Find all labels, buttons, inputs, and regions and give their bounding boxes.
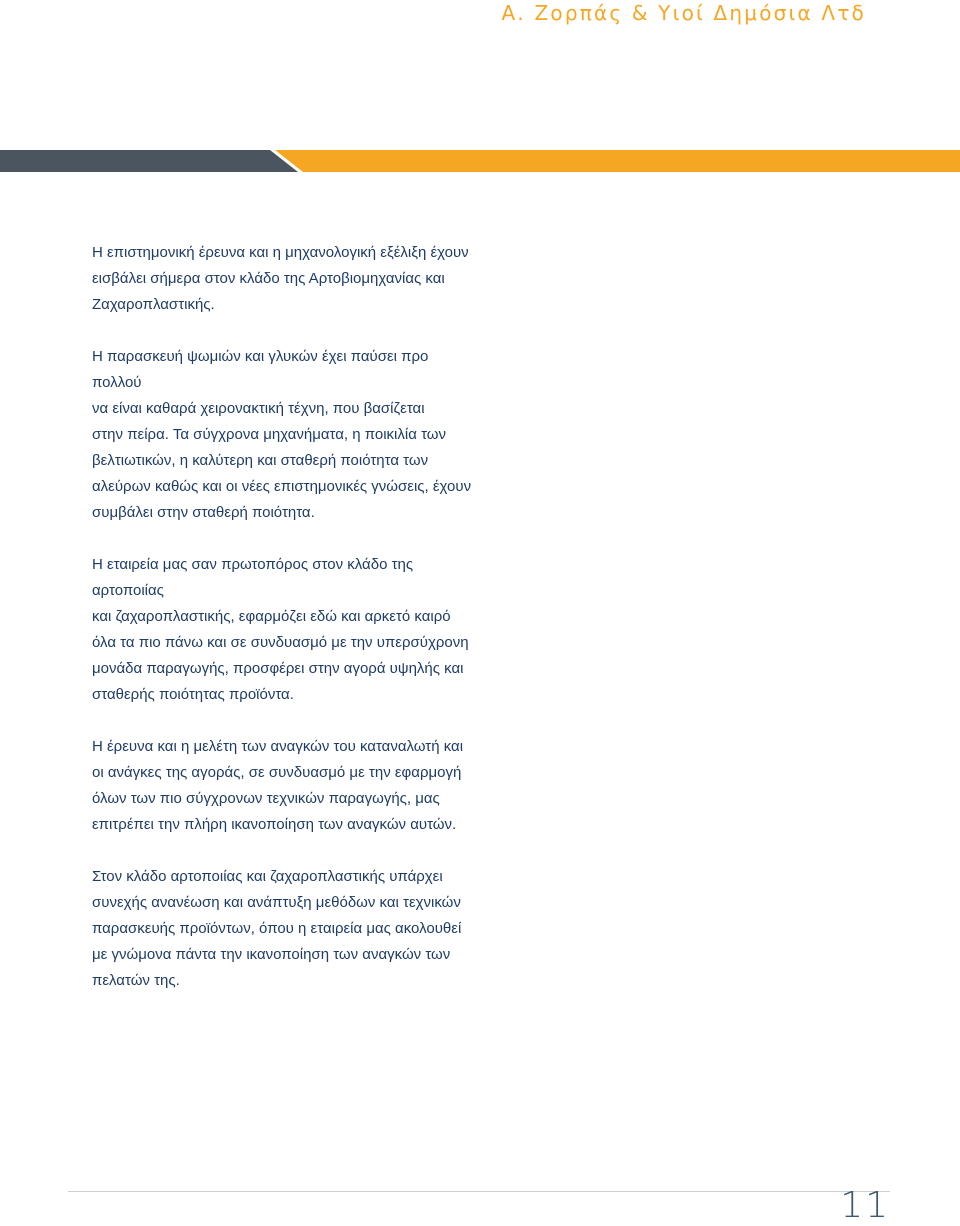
page-number: 11 [840,1185,890,1226]
banner-graphic [0,150,960,172]
banner-left-bar [0,150,298,172]
paragraph-5: Στον κλάδο αρτοποιίας και ζαχαροπλαστικής υπάρχει συνεχής ανανέωση και ανάπτυξη μεθόδων και τεχνικών παρασκευής προϊόντων, όπου η εταιρεία μας ακολουθεί με γνώμονα πάντα την ικανοποίηση των αναγκών των πελατών της. [92,868,462,989]
company-header: Α. Ζορπάς & Υιοί Δημόσια Λτδ [501,1,866,25]
paragraph-1: Η επιστημονική έρευνα και η μηχανολογική εξέλιξη έχουν εισβάλει σήμερα στον κλάδο της Αρτοβιομηχανίας και Ζαχαροπλαστικής. [92,244,469,313]
paragraph-3: Η εταιρεία μας σαν πρωτοπόρος στον κλάδο της αρτοποιίας και ζαχαροπλαστικής, εφαρμόζει εδώ και αρκετό καιρό όλα τα πιο πάνω και σε συνδυασμό με την υπερσύχρονη μονάδα παραγωγής, προσφέρει στην αγορά υψηλής και σταθερής ποιότητας προϊόντα. [92,556,469,703]
banner-right-bar [275,150,960,172]
paragraph-4: Η έρευνα και η μελέτη των αναγκών του καταναλωτή και οι ανάγκες της αγοράς, σε συνδυασμό με την εφαρμογή όλων των πιο σύγχρονων τεχνικών παραγωγής, μας επιτρέπει την πλήρη ικανοποίηση των αναγκών αυτών. [92,738,464,833]
paragraph-2: Η παρασκευή ψωμιών και γλυκών έχει παύσει προ πολλού να είναι καθαρά χειρονακτική τέχνη, που βασίζεται στην πείρα. Τα σύγχρονα μηχανήματα, η ποικιλία των βελτιωτικών, η καλύτερη και σταθερή ποιότητα των αλεύρων καθώς και οι νέες επιστημονικές γνώσεις, έχουν συμβάλει στην σταθερή ποιότητα. [92,348,472,521]
footer-divider [68,1191,890,1192]
body-text [92,240,482,1020]
header-banner [0,150,960,172]
